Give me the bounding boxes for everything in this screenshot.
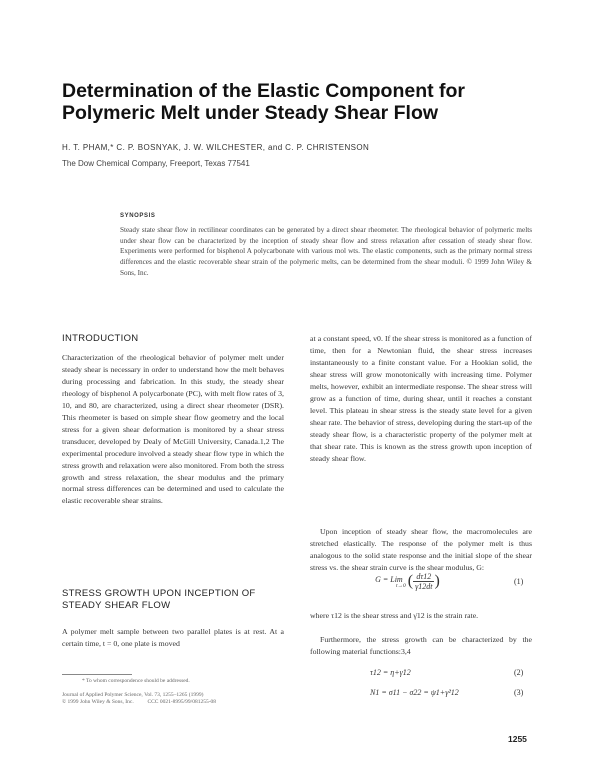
eq1-numerator: dτ12 (413, 572, 434, 582)
paper-title: Determination of the Elastic Component for Polymeric Melt under Steady Shear Flow (62, 80, 466, 124)
affiliation: The Dow Chemical Company, Freeport, Texas 77541 (62, 159, 250, 168)
stress-growth-text: A polymer melt sample between two parallel plates is at rest. At a certain time, t = 0, one plate is moved (62, 627, 284, 648)
equation-3: N1 = σ11 − σ22 = ψ1+γ̇²12 (370, 688, 459, 697)
eq1-denominator: γ̇12dt (415, 582, 433, 591)
author-list: H. T. PHAM,* C. P. BOSNYAK, J. W. WILCHESTER, and C. P. CHRISTENSON (62, 143, 370, 152)
right-paragraph-1: at a constant speed, v0. If the shear stress is monitored as a function of time, then for a Newtonian fluid, the shear stress increases instantaneously to a finite constant value. For a Hookian solid, the shear stress will grow monotonically with increasing time. Polymer melts, however, exhibit an intermediate response. The shear stress will grow as a function of time, during shear, until it reaches a constant level. This plateau in shear stress is the steady state level for a given shear rate. The behavior of stress, developing during the start-up of the steady shear flow, is a characteristic property of the polymer melt at that shear rate. This is known as the stress growth upon inception of steady shear flow. (310, 334, 532, 463)
eq1-lhs: G = Lim (375, 574, 403, 584)
footnote-publisher: © 1999 John Wiley & Sons, Inc. CCC 0021-8995/99/081255-08 (62, 699, 217, 705)
equation-2: τ12 = η+γ̇12 (370, 668, 411, 677)
synopsis-text: Steady state shear flow in rectilinear coordinates can be generated by a direct shear rheometer. The rheological behavior of polymeric melts under shear flow can be characterized by the inception of steady shear flow and stress relaxation after cessation of steady shear flow. Experiments were performed for bisphenol A polycarbonate with various mol wts. The elastic components, such as the primary normal stress differences and the elastic recoverable shear strain of the polymeric melts, can be determined from the shear moduli. (120, 226, 532, 267)
equation-2-label: (2) (514, 668, 524, 677)
equation-1-label: (1) (514, 577, 524, 586)
page-number: 1255 (508, 734, 527, 744)
right-paragraph-4: Furthermore, the stress growth can be characterized by the following material functions:3,4 (310, 635, 532, 656)
synopsis-abstract (120, 225, 532, 279)
synopsis-heading: SYNOPSIS (120, 213, 156, 219)
eq1-limit-subscript: t→0 (396, 582, 406, 589)
synopsis-copyright: © 1999 John Wiley & Sons, Inc. (120, 258, 533, 277)
stress-growth-heading: STRESS GROWTH UPON INCEPTION OF STEADY SHEAR FLOW (62, 588, 256, 611)
equation-3-label: (3) (514, 688, 524, 697)
footnote-correspondence: * To whom correspondence should be addressed. (82, 678, 190, 684)
footnote-journal: Journal of Applied Polymer Science, Vol. 73, 1255–1265 (1999) (62, 692, 204, 698)
introduction-text: Characterization of the rheological behavior of polymer melt under steady shear is necessary in order to understand how the melt behaves during processing and fabrication. In this study, the steady shear rheology of bisphenol A polycarbonate (PC), with melt flow rates of 3, 10, and 80, are characterized, using a direct shear rheometer (DSR). This rheometer is based on simple shear flow geometry and the local stress for a given shear deformation is monitored by a shear stress transducer, developed by Dealy of McGill University, Canada.1,2 The experimental procedure involved a steady shear flow type in which the stress growth and relaxation were also monitored. From both the stress growth and stress relaxation, the shear modulus and the primary normal stress differences can be determined and used to calculate the elastic recoverable shear strains. (62, 353, 284, 506)
right-paragraph-2: Upon inception of steady shear flow, the macromolecules are stretched elastically. The response of the polymer melt is thus analogous to the solid state response and the initial slope of the shear stress vs. the shear strain curve is the shear modulus, G: (310, 527, 532, 572)
footnote-rule (62, 674, 132, 675)
introduction-heading: INTRODUCTION (62, 333, 139, 344)
right-paragraph-3: where τ12 is the shear stress and γ̇12 is the strain rate. (310, 611, 479, 620)
eq1-fraction (413, 572, 434, 591)
equation-1: G = Lim t→0 ( $\frac{d\tau 12}{\gammȧ12dt}$ ) (372, 572, 440, 591)
